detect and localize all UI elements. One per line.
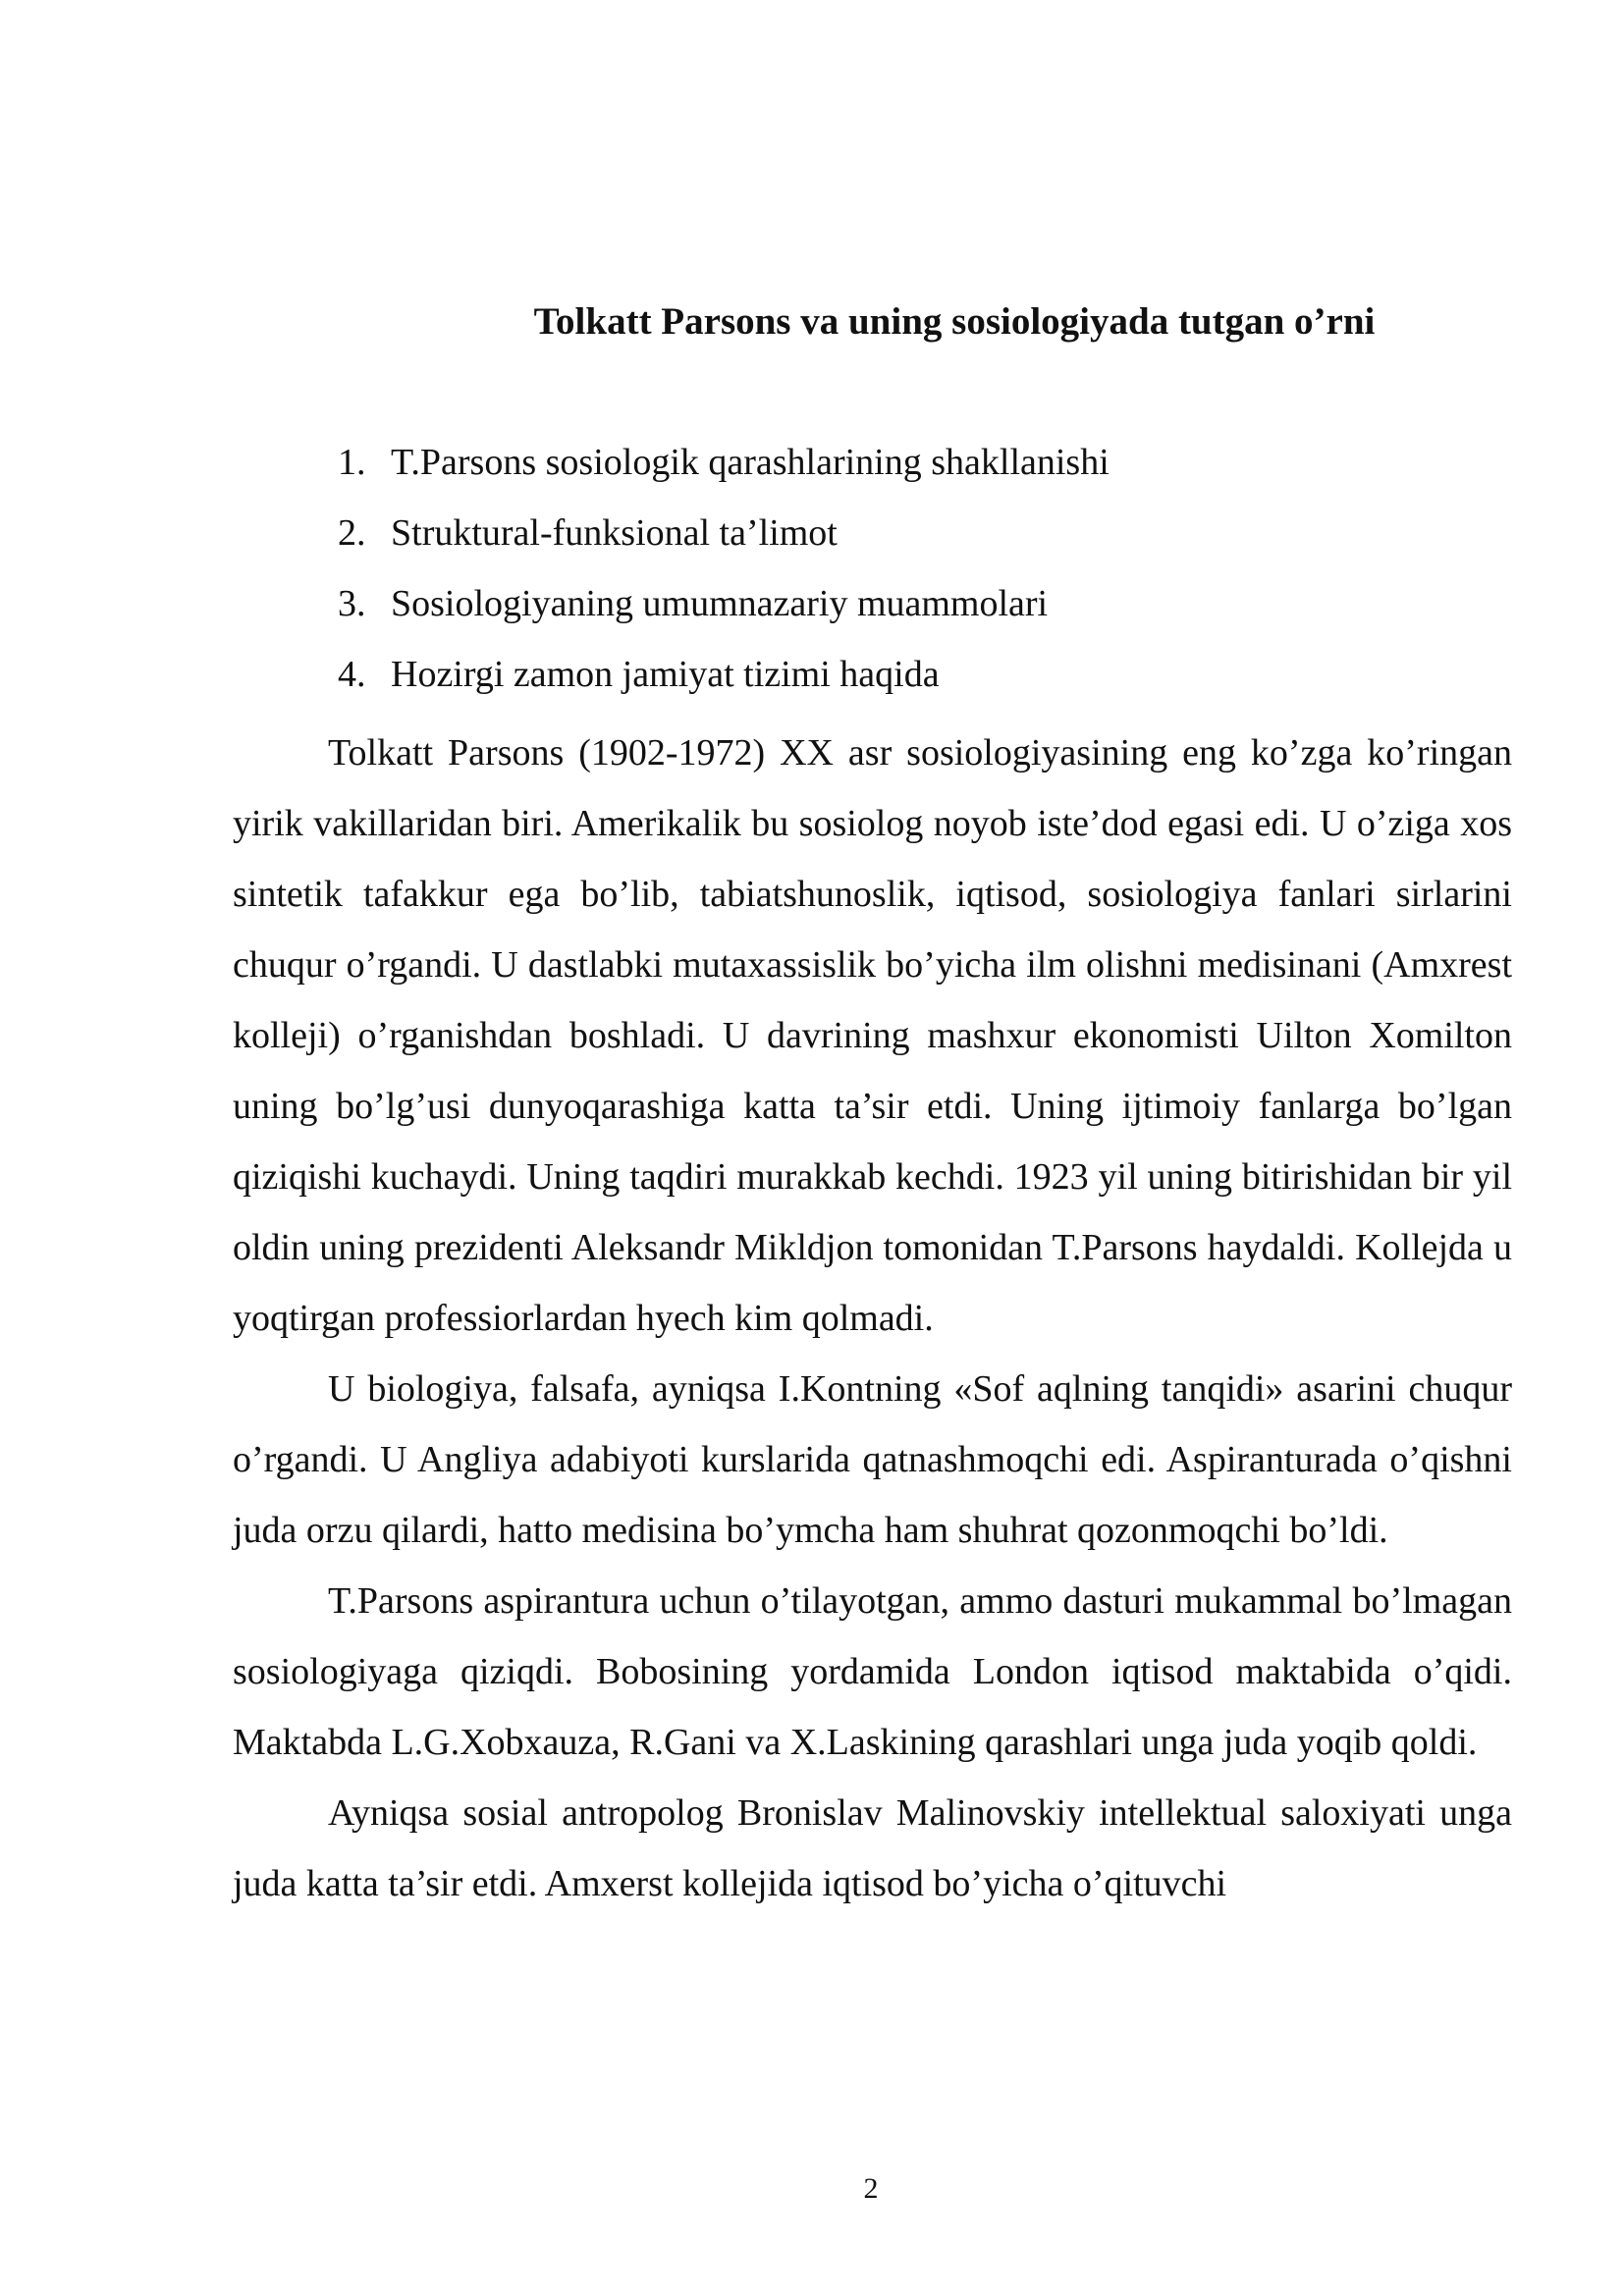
- list-item-number: 4.: [338, 654, 366, 695]
- list-item-text: Struktural-funksional ta’limot: [391, 512, 838, 554]
- paragraph: U biologiya, falsafa, ayniqsa I.Kontning «Sof aqlning tanqidi» asarini chuqur o’rgandi. U Angliya adabiyoti kurslarida qatnashmoqchi edi. Aspiranturada o’qishni juda orzu qilardi, hatto medisina bo’ymcha ham shuhrat qozonmoqchi bo’ldi.: [233, 1368, 1512, 1551]
- body-text: [233, 718, 1512, 1919]
- list-item-text: Sosiologiyaning umumnazariy muammolari: [391, 583, 1049, 624]
- paragraph: Ayniqsa sosial antropolog Bronislav Malinovskiy intellektual saloxiyati unga juda katta ta’sir etdi. Amxerst kollejida iqtisod bo’yicha o’qituvchi: [233, 1792, 1512, 1904]
- list-item-text: T.Parsons sosiologik qarashlarining shakllanishi: [391, 442, 1110, 483]
- paragraph: T.Parsons aspirantura uchun o’tilayotgan, ammo dasturi mukammal bo’lmagan sosiologiyaga qiziqdi. Bobosining yordamida London iqtisod maktabida o’qidi. Maktabda L.G.Xobxauza, R.Gani va X.Laskining qarashlari unga juda yoqib qoldi.: [233, 1580, 1512, 1763]
- list-item-number: 3.: [338, 583, 366, 624]
- paragraph: Tolkatt Parsons (1902-1972) XX asr sosiologiyasining eng ko’zga ko’ringan yirik vakillaridan biri. Amerikalik bu sosiolog noyob iste’dod egasi edi. U o’ziga xos sintetik tafakkur ega bo’lib, tabiatshunoslik, iqtisod, sosiologiya fanlari sirlarini chuqur o’rgandi. U dastlabki mutaxassislik bo’yicha ilm olishni medisinani (Amxrest kolleji) o’rganishdan boshladi. U davrining mashxur ekonomisti Uilton Xomilton uning bo’lg’usi dunyoqarashiga katta ta’sir etdi. Uning ijtimoiy fanlarga bo’lgan qiziqishi kuchaydi. Uning taqdiri murakkab kechdi. 1923 yil uning bitirishidan bir yil oldin uning prezidenti Aleksandr Mikldjon tomonidan T.Parsons haydaldi. Kollejda u yoqtirgan professiorlardan hyech kim qolmadi.: [233, 732, 1512, 1339]
- list-item-text: Hozirgi zamon jamiyat tizimi haqida: [391, 654, 940, 695]
- list-item-number: 2.: [338, 512, 366, 554]
- page-number: 2: [863, 2172, 879, 2205]
- document-title: Tolkatt Parsons va uning sosiologiyada tutgan o’rni: [533, 300, 1376, 343]
- list-item-number: 1.: [338, 442, 366, 483]
